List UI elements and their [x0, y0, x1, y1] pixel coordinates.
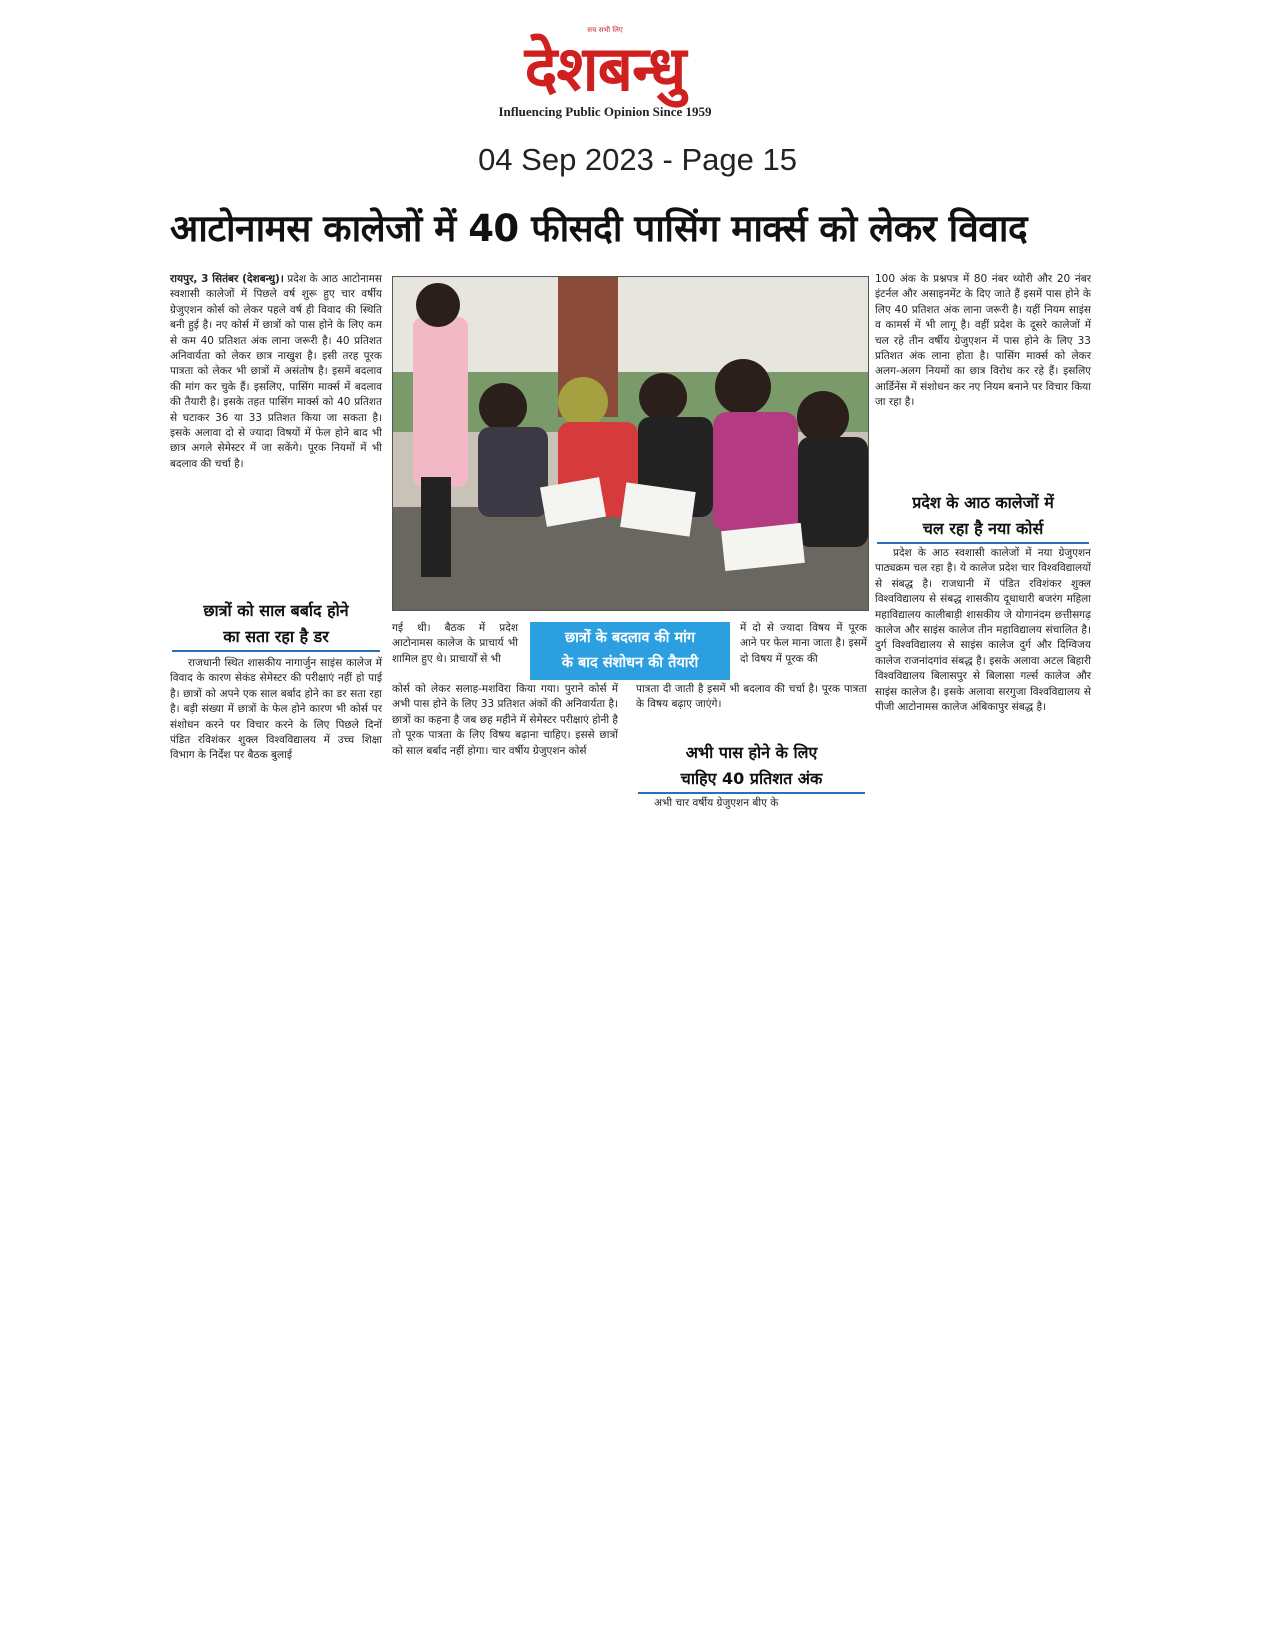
column-3-top [740, 621, 867, 667]
col4-paragraph-1: 100 अंक के प्रश्नपत्र में 80 नंबर थ्योरी और 20 नंबर इंटर्नल और असाइनमेंट के दिए जाते हैं इसमें पास होने के लिए 40 प्रतिशत अंक लाना जरूरी है। यहीं नियम साइंस व कामर्स में भी लागू है। वहीं प्रदेश के दूसरे कालेजों में चल रहे तीन वर्षीय ग्रेजुएशन में पास होने के लिए 33 प्रतिशत अंक लाना होता है। पासिंग मार्क्स को लेकर अलग-अलग नियमों का छात्र विरोध कर रहे हैं। इसलिए आर्डिनेंस में संशोधन कर नए नियम बनाने पर विचार किया जा रहा है। [875, 273, 1091, 409]
column-3 [636, 682, 867, 713]
masthead-tagline: सच सभी लिए [587, 26, 623, 34]
column-4-continued [875, 546, 1091, 715]
subhead-pass-marks [636, 740, 867, 794]
subhead-new-course [875, 490, 1091, 544]
masthead-slogan: Influencing Public Opinion Since 1959 [498, 104, 712, 119]
subhead-line-1: अभी पास होने के लिए [685, 743, 818, 762]
col1-paragraph-2: राजधानी स्थित शासकीय नागार्जुन साइंस कालेज में विवाद के कारण सेकंड सेमेस्टर की परीक्षाएं नहीं हो पाई है। छात्रों को अपने एक साल बर्बाद होने का डर सता रहा है। बड़ी संख्या में छात्रों के फेल होने कारण भी कोर्स पर संशोधन करने पर विचार करने के लिए पिछले दिनों पंडित रविशंकर शुक्ल विश्वविद्यालय में उच्च शिक्षा विभाग के निर्देश पर बैठक बुलाई [170, 657, 382, 762]
subhead-line-1: प्रदेश के आठ कालेजों में [912, 493, 1054, 512]
article-dateline: रायपुर, 3 सितंबर (देशबन्धु)। [170, 273, 284, 285]
col2-paragraph: कोर्स को लेकर सलाह-मशविरा किया गया। पुराने कोर्स में अभी पास होने के लिए 33 प्रतिशत अंकों की अनिवार्यता है। छात्रों का कहना है जब छह महीने में सेमेस्टर परीक्षाएं होनी है तो पूरक पात्रता के लिए विषय बढ़ाना चाहिए। इससे छात्रों को साल बर्बाद नहीं होगा। चार वर्षीय ग्रेजुएशन कोर्स [392, 683, 618, 757]
page-dateline: 04 Sep 2023 - Page 15 [478, 142, 797, 177]
column-1 [170, 272, 382, 472]
pull-quote-line-2: के बाद संशोधन की तैयारी [561, 655, 699, 671]
col3-paragraph-top: में दो से ज्यादा विषय में पूरक आने पर फेल माना जाता है। इसमें दो विषय में पूरक की [740, 622, 867, 665]
column-1-continued [170, 656, 382, 764]
subhead-rule [877, 542, 1089, 544]
subhead-students-fear [170, 598, 382, 652]
masthead [440, 26, 770, 120]
subhead-line-2: चाहिए 40 प्रतिशत अंक [680, 769, 823, 788]
subhead-line-1: छात्रों को साल बर्बाद होने [203, 601, 349, 620]
pull-quote-line-1: छात्रों के बदलाव की मांग [564, 630, 696, 646]
subhead-line-2: चल रहा है नया कोर्स [922, 519, 1044, 538]
news-photo-students [392, 276, 869, 611]
subhead-line-2: का सता रहा है डर [223, 627, 329, 646]
column-2-top [392, 621, 518, 667]
col3-paragraph: पात्रता दी जाती है इसमें भी बदलाव की चर्चा है। पूरक पात्रता के विषय बढ़ाए जाएंगे। [636, 683, 867, 711]
col2-paragraph-top: गई थी। बैठक में प्रदेश आटोनामस कालेज के प्राचार्य भी शामिल हुए थे। प्राचार्यों से भी [392, 622, 518, 665]
column-2 [392, 682, 618, 759]
article-headline: आटोनामस कालेजों में 40 फीसदी पासिंग मार्क्स को लेकर विवाद [170, 207, 1028, 250]
column-3-continued [636, 796, 867, 811]
column-4 [875, 272, 1091, 411]
pull-quote [530, 622, 730, 680]
newspaper-logo: देशबन्धु [524, 32, 686, 105]
col4-paragraph-2: प्रदेश के आठ स्वशासी कालेजों में नया ग्रेजुएशन पाठ्यक्रम चल रहा है। ये कालेज प्रदेश चार विश्वविद्यालयों से संबद्ध है। राजधानी में पंडित रविशंकर शुक्ल विश्वविद्यालय से संबद्ध शासकीय दूधाधारी बजरंग महिला महाविद्यालय कालीबाड़ी शासकीय जे योगानंदम छत्तीसगढ़ कालेज और साइंस कालेज तीन महाविद्यालय संचालित है। दुर्ग विश्वविद्यालय से साइंस कालेज दुर्ग और दिग्विजय कालेज राजनांदगांव संबद्ध है। इसके अलावा अटल बिहारी विश्वविद्यालय बिलासपुर से बिलासा गर्ल्स कालेज और साइंस कालेज है। इसके अलावा सरगुजा विश्वविद्यालय से पीजी आटोनामस कालेज अंबिकापुर संबद्ध है। [875, 547, 1091, 714]
subhead-rule [172, 650, 380, 652]
col1-paragraph-1: प्रदेश के आठ आटोनामस स्वशासी कालेजों में पिछले वर्ष शुरू हुए चार वर्षीय ग्रेजुएशन कोर्स को लेकर पहले वर्ष ही विवाद की स्थिति बनी हुई है। नए कोर्स में छात्रों को पास होने के लिए कम से कम 40 प्रतिशत अंक लाना जरूरी है। 40 प्रतिशत अनिवार्यता को लेकर छात्र नाखुश है। इसी तरह पूरक पात्रता को लेकर भी छात्रों में असंतोष है। इसमें बदलाव की मांग कर चुके हैं। इसलिए, पासिंग मार्क्स में बदलाव की तैयारी है। इसके तहत पासिंग मार्क्स को 40 प्रतिशत से घटाकर 36 या 33 प्रतिशत किया जा सकता है। इसके अलावा दो से ज्यादा विषयों में फेल होने बाद भी छात्र अगले सेमेस्टर में जा सकेंगे। पूरक नियमों में भी बदलाव की चर्चा है। [170, 273, 382, 470]
col3-paragraph-2: अभी चार वर्षीय ग्रेजुएशन बीए के [654, 797, 779, 809]
subhead-rule [638, 792, 865, 794]
